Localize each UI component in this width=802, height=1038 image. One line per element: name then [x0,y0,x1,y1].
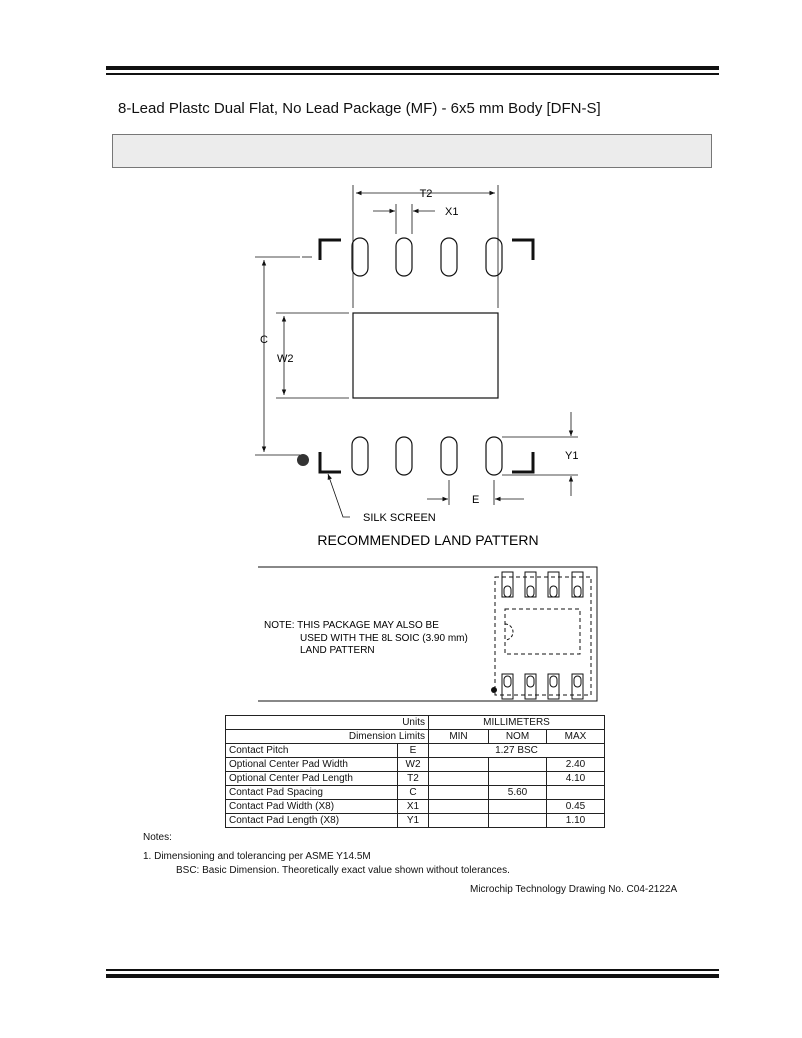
row-name: Contact Pad Width (X8) [226,800,398,814]
row-min [429,758,489,772]
e-label: E [472,494,480,506]
row-nom: 5.60 [489,786,547,800]
pad-bottom-1 [352,437,368,475]
table-header-units [226,716,605,730]
note-1: 1. Dimensioning and tolerancing per ASME Y14.5M [143,851,371,862]
row-min [429,786,489,800]
pad-bottom-2 [396,437,412,475]
row-symbol: W2 [398,758,429,772]
soic-body [505,609,580,654]
row-nom-span: 1.27 BSC [429,744,605,758]
row-nom [489,800,547,814]
silk-screen-label: SILK SCREEN [363,512,436,524]
pad-bottom-4 [486,437,502,475]
page-title: 8-Lead Plastc Dual Flat, No Lead Package (MF) - 6x5 mm Body [DFN-S] [118,100,601,117]
row-symbol: E [398,744,429,758]
soic-pin1-dot [491,687,497,693]
y1-label: Y1 [565,450,579,462]
pad-bottom-3 [441,437,457,475]
row-symbol: Y1 [398,814,429,828]
notes-heading: Notes: [143,832,172,843]
col-nom: NOM [489,730,547,744]
row-min [429,772,489,786]
corner-bracket-bl [320,452,341,472]
soic-outline [495,577,591,695]
bottom-rule-thick [106,974,719,978]
note-bsc: BSC: Basic Dimension. Theoretically exact value shown without tolerances. [176,865,510,876]
corner-bracket-tr [512,240,533,260]
note-line-2: USED WITH THE 8L SOIC (3.90 mm) [300,633,468,644]
row-min [429,814,489,828]
center-pad [353,313,498,398]
pad-top-4 [486,238,502,276]
t2-label: T2 [419,188,433,200]
col-max: MAX [547,730,605,744]
table-row [226,744,605,758]
bottom-rule-thin [106,969,719,971]
row-nom [489,772,547,786]
col-min: MIN [429,730,489,744]
row-symbol: C [398,786,429,800]
x1-label: X1 [445,206,459,218]
row-nom [489,758,547,772]
table-row [226,758,605,772]
c-label: C [260,334,268,346]
row-name: Contact Pitch [226,744,398,758]
row-max: 0.45 [547,800,605,814]
row-name: Contact Pad Length (X8) [226,814,398,828]
row-name: Contact Pad Spacing [226,786,398,800]
note-line-3: LAND PATTERN [300,645,375,656]
row-nom [489,814,547,828]
row-symbol: T2 [398,772,429,786]
row-name: Optional Center Pad Width [226,758,398,772]
silk-screen-leader [328,474,350,517]
limits-label: Dimension Limits [226,730,429,744]
note-line-1: NOTE: THIS PACKAGE MAY ALSO BE [264,620,439,631]
row-min [429,800,489,814]
pad-top-1 [352,238,368,276]
row-symbol: X1 [398,800,429,814]
pad-top-3 [441,238,457,276]
table-row [226,800,605,814]
units-label: Units [226,716,429,730]
row-max: 2.40 [547,758,605,772]
corner-bracket-br [512,452,533,472]
pad-top-2 [396,238,412,276]
table-header-limits [226,730,605,744]
w2-label: W2 [277,353,294,365]
drawing-number: Microchip Technology Drawing No. C04-2122A [470,884,678,895]
table-row [226,814,605,828]
row-max [547,786,605,800]
table-row [226,772,605,786]
row-max: 4.10 [547,772,605,786]
row-max: 1.10 [547,814,605,828]
units-value: MILLIMETERS [429,716,605,730]
corner-bracket-tl [320,240,341,260]
table-row [226,786,605,800]
soic-notch [505,624,513,640]
drawing-caption: RECOMMENDED LAND PATTERN [317,532,539,548]
row-name: Optional Center Pad Length [226,772,398,786]
dimension-table [225,715,605,828]
pin1-dot [297,454,309,466]
